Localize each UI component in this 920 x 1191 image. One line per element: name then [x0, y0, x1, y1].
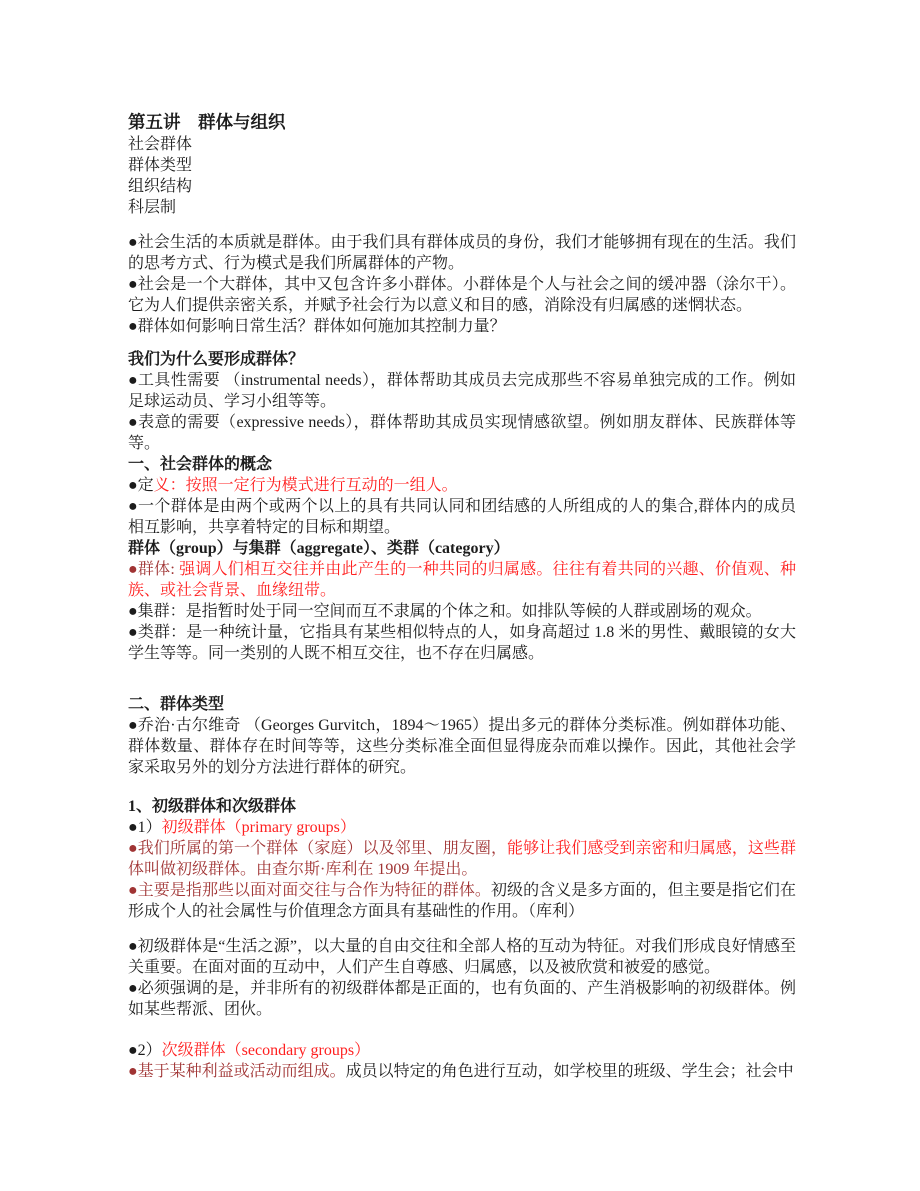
text-run: 初级的含义是多方面的，但主要是指它们在形成个人的社会属性与价值理念方面具有基础性的作用。（库利）	[128, 882, 796, 920]
section-heading	[128, 349, 796, 370]
text-run: ●群体如何影响日常生活？群体如何施加其控制力量？	[128, 318, 506, 335]
text-run: 强调人们相互交往并由此产生的一种共同的归属感。往往有着共同的兴趣、价值观、种族、或社会背景、血缘纽带。	[128, 561, 796, 599]
text-run: ●我们所属的第一个群体（家庭）以及邻里、朋友圈，	[128, 840, 508, 857]
paragraph	[128, 370, 796, 412]
toc-line: 科层制	[128, 199, 177, 216]
text-run: ●社会是一个大群体，其中又包含许多小群体。小群体是个人与社会之间的缓冲器（涂尔干）。它为人们提供亲密关系，并赋予社会行为以意义和目的感，消除没有归属感的迷惘状态。	[128, 276, 796, 314]
text-run: ●1）	[128, 819, 162, 836]
toc-line: 组织结构	[128, 178, 193, 195]
paragraph	[128, 559, 796, 601]
paragraph	[128, 1061, 796, 1082]
paragraph	[128, 601, 796, 622]
section-heading	[128, 796, 796, 817]
text-run: ●类群：是一种统计量，它指具有某些相似特点的人，如身高超过 1.8 米的男性、戴眼镜的女大学生等等。同一类别的人既不相互交往，也不存在归属感。	[128, 624, 796, 662]
paragraph	[128, 817, 796, 838]
text-run: ●定	[128, 477, 154, 494]
text-block	[128, 110, 796, 1082]
text-run: ●2）	[128, 1042, 162, 1059]
text-run: 体叫做初级群体。由查尔斯·库利在 1909 年提出。	[128, 861, 478, 878]
section-heading	[128, 538, 796, 559]
text-run: ●群体:	[128, 561, 175, 578]
text-run: ●一个群体是由两个或两个以上的具有共同认同和团结感的人所组成的人的集合,群体内的成员相互影响，共享着特定的目标和期望。	[128, 498, 796, 536]
text-run: 次级群体（secondary groups）	[161, 1042, 371, 1059]
text-run: 群体（group）与集群（aggregate）、类群（category）	[128, 540, 510, 557]
text-run: ●乔治·古尔维奇 （Georges Gurvitch，1894～1965）提出多元的群体分类标准。例如群体功能、群体数量、群体存在时间等等，这些分类标准全面但显得庞杂而难以操作。因此，其他社会学家采取另外的划分方法进行群体的研究。	[128, 717, 796, 776]
text-run: 能够让我们感受到亲密和归属感，这些群	[507, 840, 796, 857]
paragraph	[128, 475, 796, 496]
text-run: ●表意的需要（expressive needs），群体帮助其成员实现情感欲望。例如朋友群体、民族群体等等。	[128, 414, 796, 452]
paragraph	[128, 715, 796, 778]
paragraph	[128, 232, 796, 274]
text-run: ●工具性需要 （instrumental needs），群体帮助其成员去完成那些不容易单独完成的工作。例如足球运动员、学习小组等等。	[128, 372, 796, 410]
paragraph	[128, 1040, 796, 1061]
paragraph	[128, 838, 796, 880]
text-run: ●必须强调的是，并非所有的初级群体都是正面的，也有负面的、产生消极影响的初级群体。例如某些帮派、团伙。	[128, 980, 796, 1018]
paragraph	[128, 978, 796, 1020]
paragraph	[128, 316, 796, 337]
section-heading	[128, 694, 796, 715]
text-run: 二、群体类型	[128, 696, 225, 713]
text-run: 成员以特定的角色进行互动，如学校里的班级、学生会；社会中	[345, 1063, 794, 1080]
text-run: 义：按照一定行为模式进行互动的一组人。	[153, 477, 458, 494]
toc-line: 社会群体	[128, 136, 193, 153]
text-run: 一、社会群体的概念	[128, 456, 273, 473]
text-run: ●初级群体是“生活之源”，以大量的自由交往和全部人格的互动为特征。对我们形成良好情感至关重要。在面对面的互动中，人们产生自尊感、归属感，以及被欣赏和被爱的感觉。	[128, 938, 796, 976]
text-run: ●基于某种利益或活动而组成。	[128, 1063, 346, 1080]
text-run: ●集群：是指暂时处于同一空间而互不隶属的个体之和。如排队等候的人群或剧场的观众。	[128, 603, 762, 620]
section-heading	[128, 454, 796, 475]
paragraph	[128, 880, 796, 922]
text-run: 我们为什么要形成群体？	[128, 351, 305, 368]
paragraph	[128, 936, 796, 978]
paragraph	[128, 412, 796, 454]
doc-title: 第五讲 群体与组织	[128, 112, 286, 132]
paragraph	[128, 274, 796, 316]
text-run: 1、初级群体和次级群体	[128, 798, 297, 815]
toc-line: 群体类型	[128, 157, 193, 174]
paragraph	[128, 622, 796, 664]
text-run: 初级群体（primary groups）	[161, 819, 356, 836]
text-run: ●社会生活的本质就是群体。由于我们具有群体成员的身份，我们才能够拥有现在的生活。我们的思考方式、行为模式是我们所属群体的产物。	[128, 234, 796, 272]
paragraph	[128, 496, 796, 538]
text-run: ●主要是指那些以面对面交往与合作为特征的群体。	[128, 882, 491, 899]
